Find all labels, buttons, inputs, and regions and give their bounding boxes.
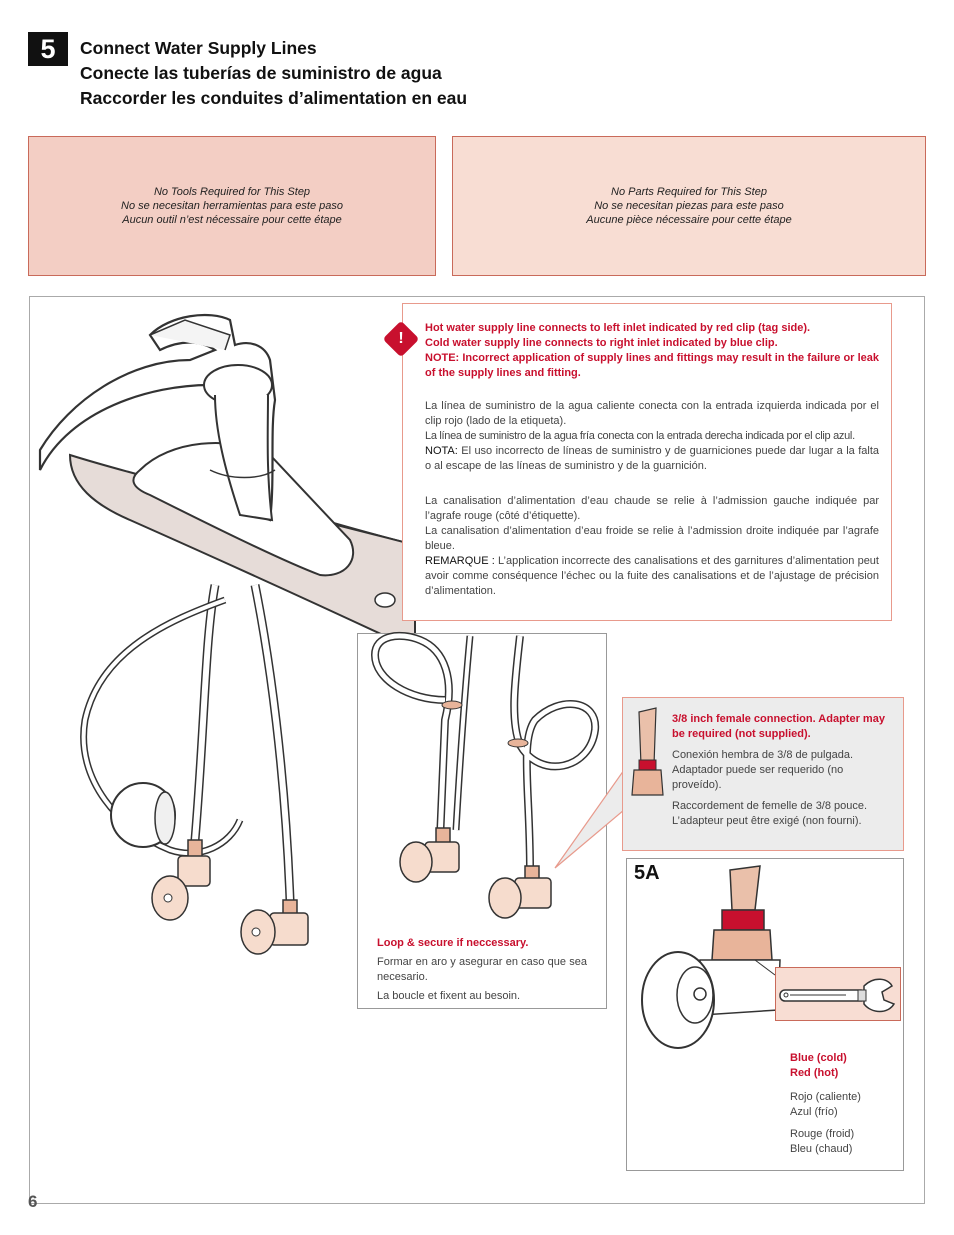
step-title-fr: Raccorder les conduites d’alimentation en eau [80, 88, 468, 108]
cold-line-note-en: Cold water supply line connects to right inlet indicated by blue clip. [425, 337, 778, 349]
step-title-es: Conecte las tuberías de suministro de agua [80, 63, 442, 83]
incorrect-application-note-es: NOTA: El uso incorrecto de líneas de suministro y de guarniciones puede dar lugar a la falta o al escape de las líneas de suministro y de la guarnición. [425, 445, 879, 472]
warning-text-en [425, 321, 879, 381]
warning-text-fr [425, 494, 879, 599]
warning-text-es [425, 399, 879, 474]
tools-line-fr: Aucun outil n’est nécessaire pour cette étape [122, 214, 342, 226]
hot-line-note-fr: La canalisation d’alimentation d’eau chaude se relie à l’admission gauche indiquée par l’agrafe rouge (côté d’étiquette). [425, 495, 879, 522]
parts-line-en: No Parts Required for This Step [611, 186, 767, 198]
incorrect-application-note-en: NOTE: Incorrect application of supply lines and fittings may result in the failure or leak of the supply lines and fitting. [425, 352, 879, 379]
page-number: 6 [28, 1192, 38, 1211]
detail-5a-text [790, 1051, 900, 1157]
step-title-en: Connect Water Supply Lines [80, 38, 317, 58]
detail-5a-label: 5A [634, 862, 660, 884]
callout-text [672, 712, 890, 829]
detail-5a-cold-en: Blue (cold) [790, 1052, 847, 1064]
parts-line-es: No se necesitan piezas para este paso [594, 200, 784, 212]
parts-line-fr: Aucune pièce nécessaire pour cette étape [586, 214, 792, 226]
loop-text-es: Formar en aro y asegurar en caso que sea necesario. [377, 956, 587, 983]
callout-text-en: 3/8 inch female connection. Adapter may be required (not supplied). [672, 713, 885, 740]
cold-line-note-es: La línea de suministro de la agua fría conecta con la entrada derecha indicada por el clip azul. [425, 430, 855, 442]
detail-5a-hot-fr: Bleu (chaud) [790, 1143, 853, 1155]
callout-text-es: Conexión hembra de 3/8 de pulgada. Adaptador puede ser requerido (no proveído). [672, 749, 854, 791]
detail-5a-hot-es: Rojo (caliente) [790, 1091, 861, 1103]
incorrect-application-note-fr: REMARQUE : L’application incorrecte des canalisations et des garnitures d’alimentation peut avoir comme conséquence l’échec ou la fuite des canalisations et de l’ajustage de précision d’alimentation. [425, 555, 879, 597]
loop-text [377, 936, 587, 1004]
hot-line-note-es: La línea de suministro de la agua caliente conecta con la entrada izquierda indicada por el clip rojo (lado de la etiqueta). [425, 400, 879, 427]
detail-5a-cold-es: Azul (frío) [790, 1106, 838, 1118]
detail-5a-hot-en: Red (hot) [790, 1067, 839, 1079]
loop-text-en: Loop & secure if neccessary. [377, 937, 529, 949]
loop-text-fr: La boucle et fixent au besoin. [377, 990, 521, 1002]
wrench-detail-box [775, 967, 901, 1021]
cold-line-note-fr: La canalisation d’alimentation d’eau froide se relie à l’admission droite indiquée par l’agrafe bleue. [425, 525, 879, 552]
tools-line-es: No se necesitan herramientas para este paso [121, 200, 343, 212]
detail-5a-cold-fr: Rouge (froid) [790, 1128, 855, 1140]
tools-line-en: No Tools Required for This Step [153, 186, 311, 198]
wrench-icon [776, 968, 902, 1022]
callout-text-fr: Raccordement de femelle de 3/8 pouce. L’adapteur peut être exigé (non fourni). [672, 800, 868, 827]
hot-line-note-en: Hot water supply line connects to left inlet indicated by red clip (tag side). [425, 322, 811, 334]
step-number-badge: 5 [28, 32, 68, 66]
warning-icon: ! [383, 321, 420, 358]
